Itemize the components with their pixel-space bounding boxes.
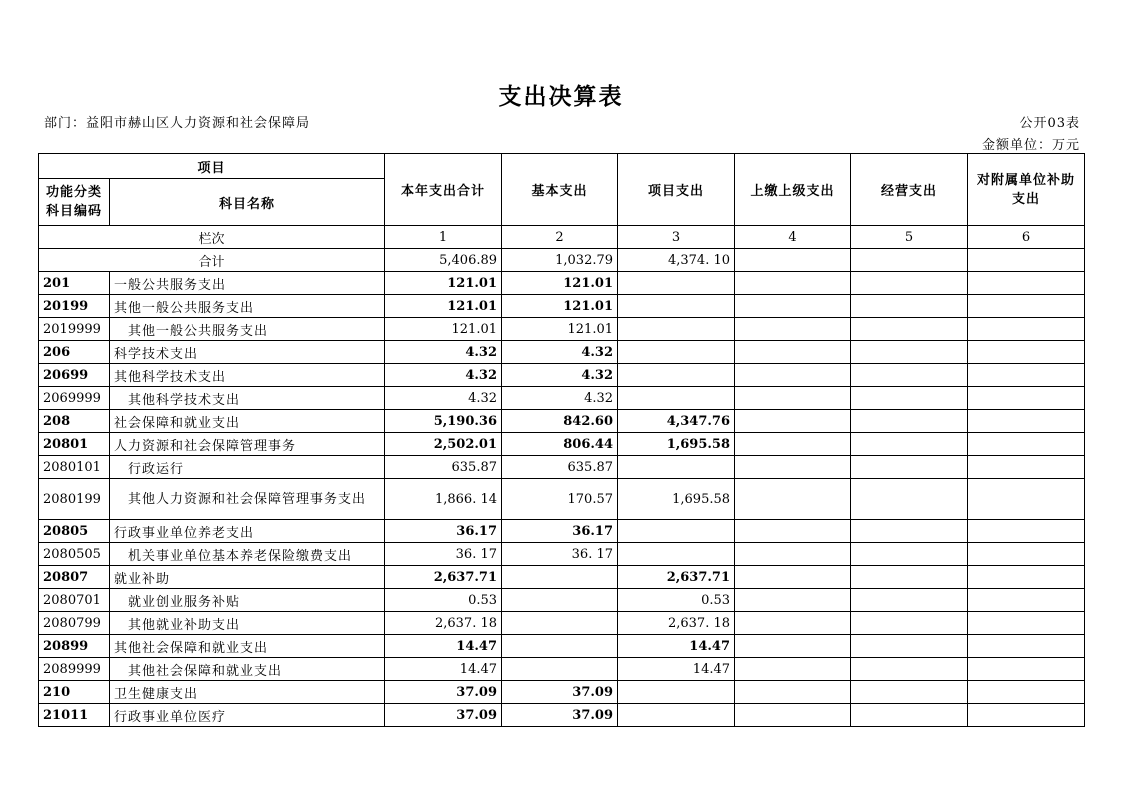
- value-cell: [968, 433, 1085, 456]
- value-cell: [968, 456, 1085, 479]
- value-cell: [735, 479, 851, 520]
- subject-name: 行政事业单位养老支出: [110, 520, 385, 543]
- subject-code: 2080701: [39, 589, 110, 612]
- table-row: [39, 295, 1085, 318]
- value-cell: 37.09: [385, 681, 502, 704]
- table-row: [39, 566, 1085, 589]
- value-cell: [851, 249, 968, 272]
- value-cell: 121.01: [502, 318, 618, 341]
- value-cell: [735, 704, 851, 727]
- value-cell: [968, 612, 1085, 635]
- value-cell: 4.32: [502, 341, 618, 364]
- value-cell: [851, 479, 968, 520]
- value-cell: 121.01: [385, 295, 502, 318]
- seq-number: 6: [968, 226, 1085, 249]
- table-row: [39, 704, 1085, 727]
- value-cell: [851, 318, 968, 341]
- value-cell: [851, 272, 968, 295]
- value-cell: [968, 589, 1085, 612]
- value-cell: [851, 456, 968, 479]
- value-cell: [502, 612, 618, 635]
- value-cell: 635.87: [502, 456, 618, 479]
- table-row: [39, 364, 1085, 387]
- table-body: [39, 249, 1085, 727]
- expenditure-table: [38, 153, 1085, 727]
- value-cell: [735, 272, 851, 295]
- subject-name: 其他人力资源和社会保障管理事务支出: [110, 479, 385, 520]
- value-cell: 2,637. 18: [618, 612, 735, 635]
- table-row: [39, 681, 1085, 704]
- amount-unit-label: 金额单位：万元: [981, 138, 1080, 153]
- subject-name: 机关事业单位基本养老保险缴费支出: [110, 543, 385, 566]
- value-cell: 2,637. 18: [385, 612, 502, 635]
- value-cell: [851, 704, 968, 727]
- seq-number: 2: [502, 226, 618, 249]
- value-cell: [618, 272, 735, 295]
- table-row: [39, 543, 1085, 566]
- value-cell: 36.17: [385, 520, 502, 543]
- value-cell: [851, 681, 968, 704]
- subject-name: 其他社会保障和就业支出: [110, 635, 385, 658]
- value-cell: [618, 364, 735, 387]
- value-cell: [851, 364, 968, 387]
- subject-code: 20199: [39, 295, 110, 318]
- value-cell: [618, 543, 735, 566]
- total-row: [39, 249, 1085, 272]
- value-cell: 5,190.36: [385, 410, 502, 433]
- value-cell: 2,502.01: [385, 433, 502, 456]
- value-cell: 2,637.71: [618, 566, 735, 589]
- value-cell: [851, 658, 968, 681]
- value-cell: [735, 295, 851, 318]
- value-cell: [968, 387, 1085, 410]
- value-cell: [968, 364, 1085, 387]
- value-cell: 121.01: [502, 295, 618, 318]
- value-cell: [618, 295, 735, 318]
- subject-name: 其他一般公共服务支出: [110, 318, 385, 341]
- subject-code: 21011: [39, 704, 110, 727]
- value-cell: 36.17: [502, 520, 618, 543]
- subject-code: 20801: [39, 433, 110, 456]
- value-cell: 121.01: [385, 318, 502, 341]
- subject-code: 210: [39, 681, 110, 704]
- subject-name: 就业创业服务补贴: [110, 589, 385, 612]
- value-cell: [502, 589, 618, 612]
- value-cell: [735, 635, 851, 658]
- value-cell: 36. 17: [385, 543, 502, 566]
- seq-number: 5: [851, 226, 968, 249]
- subject-code: 206: [39, 341, 110, 364]
- value-cell: 4.32: [385, 387, 502, 410]
- value-cell: 4.32: [502, 364, 618, 387]
- subject-code: 20899: [39, 635, 110, 658]
- table-header: [39, 154, 1085, 249]
- value-cell: [618, 681, 735, 704]
- value-cell: [851, 635, 968, 658]
- value-cell: 4.32: [502, 387, 618, 410]
- table-row: [39, 456, 1085, 479]
- value-cell: [968, 341, 1085, 364]
- value-cell: 170.57: [502, 479, 618, 520]
- subject-code: 20699: [39, 364, 110, 387]
- value-cell: [618, 387, 735, 410]
- value-cell: [735, 612, 851, 635]
- header-item: 项目: [39, 154, 385, 179]
- value-cell: [735, 520, 851, 543]
- value-cell: 14.47: [385, 658, 502, 681]
- header-col-total: 本年支出合计: [385, 154, 502, 226]
- form-number: 公开03表: [1019, 116, 1080, 131]
- header-col-subsidiary: 对附属单位补助支出: [968, 154, 1085, 226]
- value-cell: [968, 635, 1085, 658]
- value-cell: [968, 249, 1085, 272]
- subject-code: 201: [39, 272, 110, 295]
- subject-name: 其他科学技术支出: [110, 387, 385, 410]
- value-cell: [851, 410, 968, 433]
- value-cell: [968, 295, 1085, 318]
- subject-code: 2069999: [39, 387, 110, 410]
- value-cell: [851, 543, 968, 566]
- value-cell: [851, 612, 968, 635]
- table-row: [39, 318, 1085, 341]
- value-cell: [735, 410, 851, 433]
- value-cell: 1,695.58: [618, 479, 735, 520]
- value-cell: [735, 658, 851, 681]
- value-cell: 121.01: [502, 272, 618, 295]
- table-row: [39, 520, 1085, 543]
- value-cell: 121.01: [385, 272, 502, 295]
- value-cell: 5,406.89: [385, 249, 502, 272]
- header-name: 科目名称: [110, 179, 385, 226]
- value-cell: [735, 364, 851, 387]
- subject-name: 卫生健康支出: [110, 681, 385, 704]
- value-cell: [968, 681, 1085, 704]
- header-col-operating: 经营支出: [851, 154, 968, 226]
- subject-code: 2080799: [39, 612, 110, 635]
- value-cell: 14.47: [385, 635, 502, 658]
- value-cell: 1,866. 14: [385, 479, 502, 520]
- subject-code: 2080101: [39, 456, 110, 479]
- value-cell: 36. 17: [502, 543, 618, 566]
- value-cell: 37.09: [502, 704, 618, 727]
- seq-label: 栏次: [39, 226, 385, 249]
- value-cell: 2,637.71: [385, 566, 502, 589]
- value-cell: [735, 341, 851, 364]
- value-cell: [968, 272, 1085, 295]
- value-cell: 4,374. 10: [618, 249, 735, 272]
- table-row: [39, 612, 1085, 635]
- value-cell: 14.47: [618, 635, 735, 658]
- value-cell: 806.44: [502, 433, 618, 456]
- value-cell: [735, 681, 851, 704]
- value-cell: [735, 589, 851, 612]
- value-cell: 0.53: [618, 589, 735, 612]
- table-row: [39, 589, 1085, 612]
- page-title: 支出决算表: [498, 84, 624, 110]
- value-cell: [851, 433, 968, 456]
- table-row: [39, 272, 1085, 295]
- value-cell: [968, 704, 1085, 727]
- seq-number: 4: [735, 226, 851, 249]
- value-cell: [968, 566, 1085, 589]
- value-cell: [968, 479, 1085, 520]
- value-cell: [851, 520, 968, 543]
- value-cell: [618, 520, 735, 543]
- value-cell: [735, 387, 851, 410]
- subject-name: 其他科学技术支出: [110, 364, 385, 387]
- value-cell: [968, 318, 1085, 341]
- table-row: [39, 658, 1085, 681]
- seq-number: 3: [618, 226, 735, 249]
- table-row: [39, 341, 1085, 364]
- value-cell: 635.87: [385, 456, 502, 479]
- table-row: [39, 635, 1085, 658]
- subject-name: 行政运行: [110, 456, 385, 479]
- table-row: [39, 410, 1085, 433]
- value-cell: [502, 635, 618, 658]
- value-cell: [851, 341, 968, 364]
- subject-code: 2080505: [39, 543, 110, 566]
- value-cell: [618, 341, 735, 364]
- value-cell: [618, 456, 735, 479]
- value-cell: 1,695.58: [618, 433, 735, 456]
- value-cell: [851, 589, 968, 612]
- subject-code: 20807: [39, 566, 110, 589]
- department-label: 部门：益阳市赫山区人力资源和社会保障局: [44, 116, 311, 131]
- value-cell: [735, 456, 851, 479]
- value-cell: [851, 387, 968, 410]
- subject-code: 2019999: [39, 318, 110, 341]
- subject-code: 20805: [39, 520, 110, 543]
- value-cell: [851, 295, 968, 318]
- value-cell: 4.32: [385, 341, 502, 364]
- value-cell: 842.60: [502, 410, 618, 433]
- value-cell: [968, 543, 1085, 566]
- subject-code: 208: [39, 410, 110, 433]
- value-cell: [618, 704, 735, 727]
- value-cell: [735, 566, 851, 589]
- header-col-remit-upper: 上缴上级支出: [735, 154, 851, 226]
- total-label: 合计: [39, 249, 385, 272]
- header-code: 功能分类科目编码: [39, 179, 110, 226]
- value-cell: 1,032.79: [502, 249, 618, 272]
- subject-name: 人力资源和社会保障管理事务: [110, 433, 385, 456]
- value-cell: [735, 318, 851, 341]
- table-row: [39, 479, 1085, 520]
- value-cell: [968, 658, 1085, 681]
- value-cell: [968, 520, 1085, 543]
- value-cell: 4,347.76: [618, 410, 735, 433]
- header-col-project: 项目支出: [618, 154, 735, 226]
- value-cell: 14.47: [618, 658, 735, 681]
- value-cell: [735, 249, 851, 272]
- value-cell: [502, 658, 618, 681]
- table-row: [39, 433, 1085, 456]
- value-cell: 37.09: [502, 681, 618, 704]
- subject-name: 一般公共服务支出: [110, 272, 385, 295]
- value-cell: [618, 318, 735, 341]
- subject-name: 社会保障和就业支出: [110, 410, 385, 433]
- subject-name: 科学技术支出: [110, 341, 385, 364]
- value-cell: [968, 410, 1085, 433]
- subject-name: 就业补助: [110, 566, 385, 589]
- value-cell: [735, 543, 851, 566]
- value-cell: 4.32: [385, 364, 502, 387]
- table-row: [39, 387, 1085, 410]
- subject-name: 其他一般公共服务支出: [110, 295, 385, 318]
- subject-code: 2089999: [39, 658, 110, 681]
- value-cell: [502, 566, 618, 589]
- subject-name: 行政事业单位医疗: [110, 704, 385, 727]
- subject-code: 2080199: [39, 479, 110, 520]
- header-col-basic: 基本支出: [502, 154, 618, 226]
- value-cell: 0.53: [385, 589, 502, 612]
- value-cell: [851, 566, 968, 589]
- value-cell: [735, 433, 851, 456]
- subject-name: 其他就业补助支出: [110, 612, 385, 635]
- seq-number: 1: [385, 226, 502, 249]
- value-cell: 37.09: [385, 704, 502, 727]
- subject-name: 其他社会保障和就业支出: [110, 658, 385, 681]
